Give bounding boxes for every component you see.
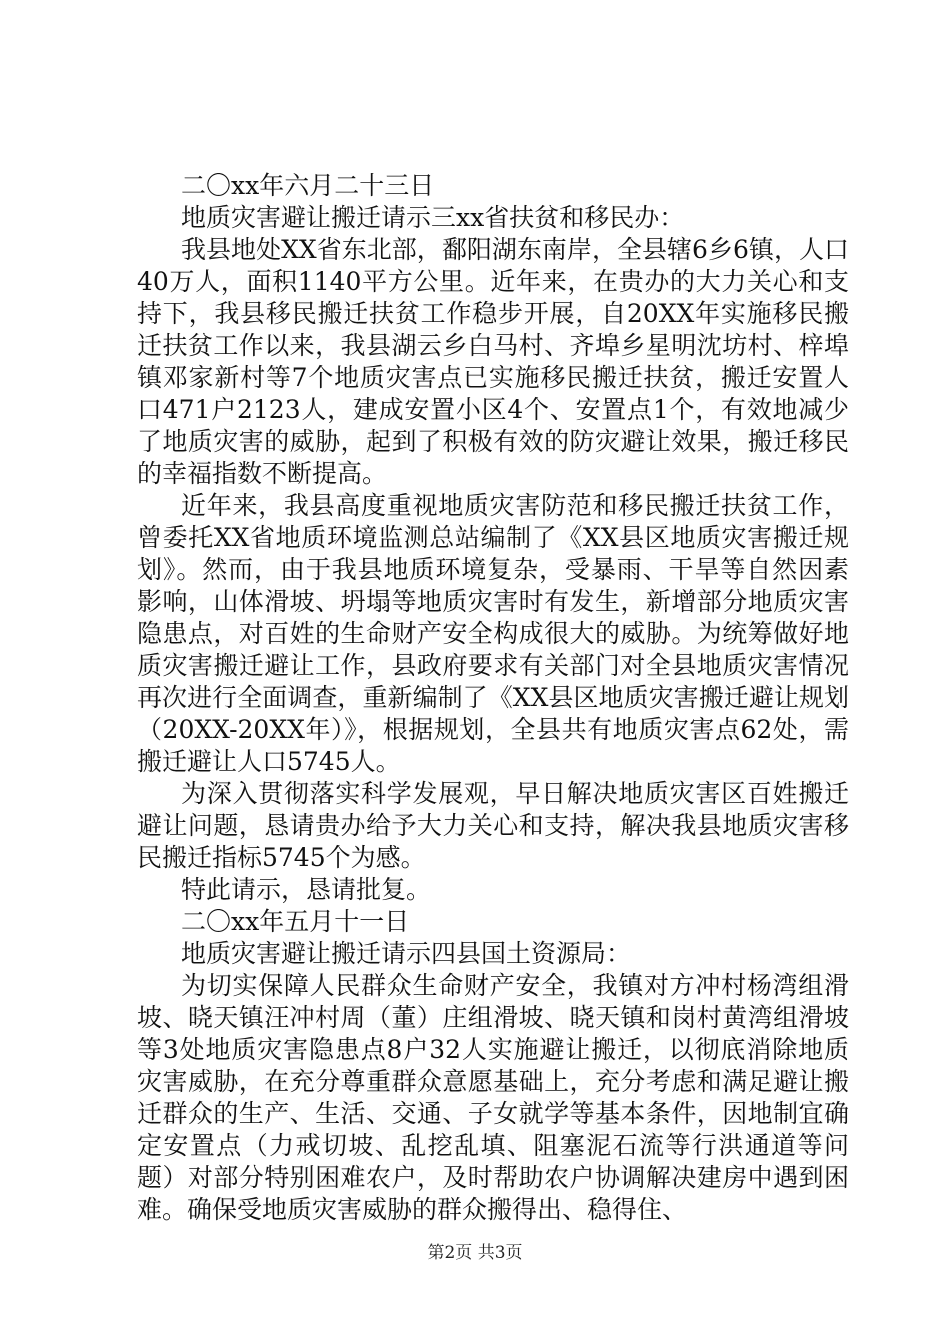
document-body	[137, 170, 849, 1226]
request-heading: 地质灾害避让搬迁请示四县国土资源局：	[181, 939, 632, 968]
page-number-footer: 第2页 共3页	[427, 1243, 523, 1263]
date-line: 二〇xx年五月十一日	[181, 907, 410, 936]
body-paragraph: 为切实保障人民群众生命财产安全，我镇对方冲村杨湾组滑坡、晓天镇汪冲村周（董）庄组滑坡、晓天镇和岗村黄湾组滑坡等3处地质灾害隐患点8户32人实施避让搬迁，以彻底消除地质灾害威胁，在充分尊重群众意愿基础上，充分考虑和满足避让搬迁群众的生产、生活、交通、子女就学等基本条件，因地制宜确定安置点（力戒切坡、乱挖乱填、阻塞泥石流等行洪通道等问题）对部分特别困难农户，及时帮助农户协调解决建房中遇到困难。确保受地质灾害威胁的群众搬得出、稳得住、	[137, 971, 849, 1224]
request-heading: 地质灾害避让搬迁请示三xx省扶贫和移民办：	[181, 203, 685, 232]
body-paragraph: 近年来，我县高度重视地质灾害防范和移民搬迁扶贫工作，曾委托XX省地质环境监测总站编制了《XX县区地质灾害搬迁规划》。然而，由于我县地质环境复杂，受暴雨、干旱等自然因素影响，山体滑坡、坍塌等地质灾害时有发生，新增部分地质灾害隐患点，对百姓的生命财产安全构成很大的威胁。为统筹做好地质灾害搬迁避让工作，县政府要求有关部门对全县地质灾害情况再次进行全面调查，重新编制了《XX县区地质灾害搬迁避让规划（20XX-20XX年）》，根据规划，全县共有地质灾害点62处，需搬迁避让人口5745人。	[137, 491, 849, 776]
date-line: 二〇xx年六月二十三日	[181, 171, 435, 200]
closing-line: 特此请示，恳请批复。	[181, 875, 432, 904]
body-paragraph: 我县地处XX省东北部，鄱阳湖东南岸，全县辖6乡6镇，人口40万人，面积1140平方公里。近年来，在贵办的大力关心和支持下，我县移民搬迁扶贫工作稳步开展，自20XX年实施移民搬迁扶贫工作以来，我县湖云乡白马村、齐埠乡星明沈坊村、梓埠镇邓家新村等7个地质灾害点已实施移民搬迁扶贫，搬迁安置人口471户2123人，建成安置小区4个、安置点1个，有效地减少了地质灾害的威胁，起到了积极有效的防灾避让效果，搬迁移民的幸福指数不断提高。	[137, 235, 849, 488]
body-paragraph: 为深入贯彻落实科学发展观，早日解决地质灾害区百姓搬迁避让问题，恳请贵办给予大力关心和支持，解决我县地质灾害移民搬迁指标5745个为感。	[137, 779, 849, 872]
